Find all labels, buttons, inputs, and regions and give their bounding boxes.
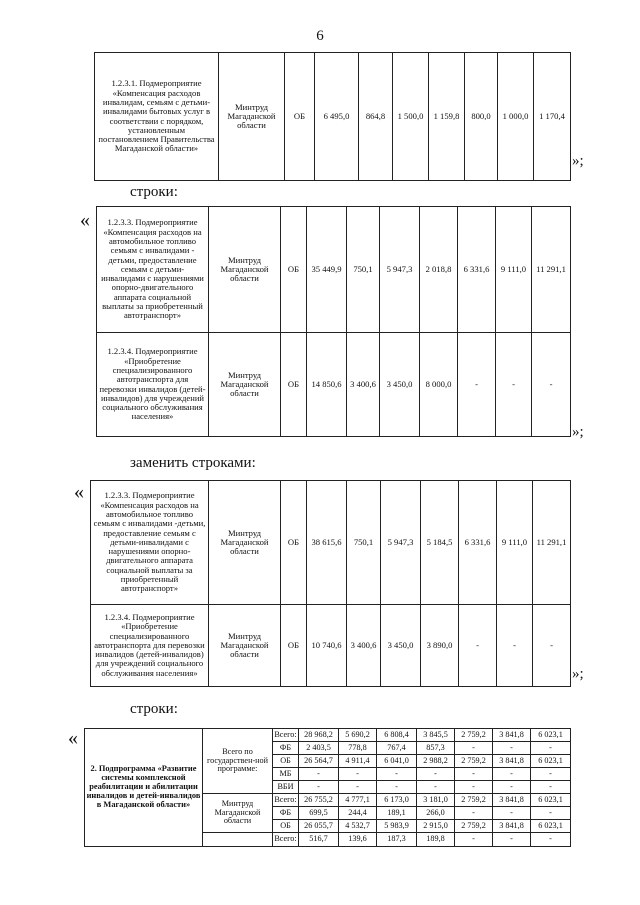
value-cell: - <box>455 833 493 847</box>
value-cell: 1 159,8 <box>429 53 465 181</box>
row-source: ОБ <box>281 605 307 687</box>
value-cell: - <box>493 768 531 781</box>
section-heading-old: строки: <box>130 184 178 200</box>
value-cell: - <box>531 742 571 755</box>
value-cell: 1 500,0 <box>393 53 429 181</box>
value-cell: 6 023,1 <box>531 820 571 833</box>
row-source: ОБ <box>281 481 307 605</box>
value-cell: 6 041,0 <box>377 755 417 768</box>
row-name: 1.2.3.3. Подмероприятие «Компенсация расходов на автомобильное топливо семьям с инвалидами -детьми, предоставление семьям с детьми-инвалидами с нарушениями опорно-двигательного аппарата социальной выплаты за приобретенный автотранспорт» <box>91 481 209 605</box>
value-cell: 3 841,8 <box>493 820 531 833</box>
end-quote: »; <box>572 666 584 682</box>
row-org: Минтруд Магаданской области <box>209 207 281 333</box>
value-cell: 800,0 <box>465 53 498 181</box>
value-cell: - <box>339 781 377 794</box>
value-cell: 5 983,9 <box>377 820 417 833</box>
value-cell: - <box>455 807 493 820</box>
row-name: 1.2.3.3. Подмероприятие «Компенсация расходов на автомобильное топливо семьям с инвалидами - детьми, предоставление семьям с детьми-инвалидами с нарушениями опорно-двигательного аппарата социальной выплаты за приобретенный автотранспорт» <box>97 207 209 333</box>
page-number: 6 <box>316 28 324 44</box>
open-quote: « <box>80 209 90 231</box>
value-cell: - <box>417 768 455 781</box>
value-cell: 3 400,6 <box>347 605 381 687</box>
row-source: ФБ <box>273 807 299 820</box>
value-cell: 9 111,0 <box>496 207 532 333</box>
value-cell: 516,7 <box>299 833 339 847</box>
value-cell: 750,1 <box>347 207 380 333</box>
value-cell: 11 291,1 <box>533 481 571 605</box>
table-new <box>90 480 571 687</box>
value-cell: 2 759,2 <box>455 729 493 742</box>
row-source: МБ <box>273 768 299 781</box>
value-cell: 26 755,2 <box>299 794 339 807</box>
value-cell: - <box>493 833 531 847</box>
end-quote: »; <box>572 153 584 169</box>
value-cell: 26 564,7 <box>299 755 339 768</box>
value-cell: 6 173,0 <box>377 794 417 807</box>
row-source: Всего: <box>273 833 299 847</box>
section-heading-replace: заменить строками: <box>130 455 256 471</box>
row-source: ФБ <box>273 742 299 755</box>
table-row <box>91 481 571 605</box>
row-source: ОБ <box>285 53 315 181</box>
value-cell: - <box>455 742 493 755</box>
value-cell: 2 018,8 <box>420 207 458 333</box>
row-source: ОБ <box>281 207 307 333</box>
value-cell: 14 850,6 <box>307 333 347 437</box>
value-cell: 139,6 <box>339 833 377 847</box>
value-cell: 5 947,3 <box>381 481 421 605</box>
blank-cell <box>203 833 273 847</box>
value-cell: 6 023,1 <box>531 794 571 807</box>
value-cell: 2 915,0 <box>417 820 455 833</box>
value-cell: 864,8 <box>359 53 393 181</box>
value-cell: - <box>531 781 571 794</box>
value-cell: - <box>531 807 571 820</box>
value-cell: 5 947,3 <box>380 207 420 333</box>
value-cell: 3 400,6 <box>347 333 380 437</box>
value-cell: 3 181,0 <box>417 794 455 807</box>
value-cell: 3 841,8 <box>493 794 531 807</box>
value-cell: 5 690,2 <box>339 729 377 742</box>
row-source: Всего: <box>273 729 299 742</box>
value-cell: - <box>531 833 571 847</box>
value-cell: 2 759,2 <box>455 755 493 768</box>
value-cell: 189,1 <box>377 807 417 820</box>
value-cell: 3 841,8 <box>493 755 531 768</box>
value-cell: - <box>299 768 339 781</box>
value-cell: 699,5 <box>299 807 339 820</box>
value-cell: - <box>377 768 417 781</box>
value-cell: - <box>299 781 339 794</box>
value-cell: 767,4 <box>377 742 417 755</box>
value-cell: - <box>339 768 377 781</box>
value-cell: 1 000,0 <box>498 53 534 181</box>
row-org: Минтруд Магаданской области <box>209 333 281 437</box>
value-cell: 4 911,4 <box>339 755 377 768</box>
value-cell: 9 111,0 <box>497 481 533 605</box>
value-cell: 6 331,6 <box>459 481 497 605</box>
table-top <box>94 52 571 181</box>
value-cell: 778,8 <box>339 742 377 755</box>
table-row <box>97 207 571 333</box>
value-cell: 38 615,6 <box>307 481 347 605</box>
value-cell: - <box>458 333 496 437</box>
value-cell: - <box>497 605 533 687</box>
value-cell: - <box>455 768 493 781</box>
row-org: Минтруд Магаданской области <box>219 53 285 181</box>
open-quote: « <box>74 481 84 503</box>
value-cell: 2 403,5 <box>299 742 339 755</box>
row-source: ОБ <box>273 755 299 768</box>
row-source: ОБ <box>281 333 307 437</box>
row-source: ОБ <box>273 820 299 833</box>
value-cell: 244,4 <box>339 807 377 820</box>
end-quote: »; <box>572 424 584 440</box>
value-cell: 5 184,5 <box>421 481 459 605</box>
value-cell: 6 023,1 <box>531 729 571 742</box>
value-cell: - <box>533 605 571 687</box>
program-name: 2. Подпрограмма «Развитие системы комплексной реабилитации и абилитации инвалидов и детей-инвалидов в Магаданской области» <box>85 729 203 847</box>
row-org: Минтруд Магаданской области <box>209 605 281 687</box>
value-cell: 266,0 <box>417 807 455 820</box>
value-cell: - <box>493 781 531 794</box>
row-name: 1.2.3.4. Подмероприятие «Приобретение специализированного автотранспорта для перевозки инвалидов (детей-инвалидов) для учреждений социального обслуживания населения» <box>97 333 209 437</box>
value-cell: 35 449,9 <box>307 207 347 333</box>
table-old <box>96 206 571 437</box>
value-cell: 26 055,7 <box>299 820 339 833</box>
value-cell: - <box>531 768 571 781</box>
row-source: Всего: <box>273 794 299 807</box>
value-cell: - <box>496 333 532 437</box>
row-org: Минтруд Магаданской области <box>209 481 281 605</box>
value-cell: 6 023,1 <box>531 755 571 768</box>
table-row <box>85 729 571 742</box>
value-cell: 189,8 <box>417 833 455 847</box>
value-cell: 10 740,6 <box>307 605 347 687</box>
value-cell: - <box>455 781 493 794</box>
value-cell: - <box>532 333 571 437</box>
value-cell: 750,1 <box>347 481 381 605</box>
value-cell: 28 968,2 <box>299 729 339 742</box>
value-cell: - <box>493 807 531 820</box>
value-cell: 8 000,0 <box>420 333 458 437</box>
value-cell: - <box>459 605 497 687</box>
value-cell: 11 291,1 <box>532 207 571 333</box>
value-cell: 4 777,1 <box>339 794 377 807</box>
row-source: ВБИ <box>273 781 299 794</box>
value-cell: 4 532,7 <box>339 820 377 833</box>
table-row <box>91 605 571 687</box>
value-cell: 187,3 <box>377 833 417 847</box>
value-cell: 6 808,4 <box>377 729 417 742</box>
value-cell: - <box>417 781 455 794</box>
value-cell: 857,3 <box>417 742 455 755</box>
value-cell: 2 759,2 <box>455 820 493 833</box>
value-cell: 2 988,2 <box>417 755 455 768</box>
table-row <box>97 333 571 437</box>
value-cell: 3 845,5 <box>417 729 455 742</box>
value-cell: 3 450,0 <box>380 333 420 437</box>
table-program <box>84 728 571 847</box>
section-heading-program: строки: <box>130 701 178 717</box>
value-cell: - <box>493 742 531 755</box>
value-cell: 3 450,0 <box>381 605 421 687</box>
open-quote: « <box>68 727 78 749</box>
value-cell: - <box>377 781 417 794</box>
group-label: Минтруд Магаданской области <box>203 794 273 833</box>
value-cell: 1 170,4 <box>534 53 571 181</box>
value-cell: 3 841,8 <box>493 729 531 742</box>
group-label: Всего по государствен-ной программе: <box>203 729 273 794</box>
row-name: 1.2.3.4. Подмероприятие «Приобретение специализированного автотранспорта для перевозки инвалидов (детей-инвалидов) для учреждений социального обслуживания населения» <box>91 605 209 687</box>
value-cell: 3 890,0 <box>421 605 459 687</box>
table-row <box>95 53 571 181</box>
value-cell: 6 495,0 <box>315 53 359 181</box>
value-cell: 6 331,6 <box>458 207 496 333</box>
value-cell: 2 759,2 <box>455 794 493 807</box>
row-name: 1.2.3.1. Подмероприятие «Компенсация расходов инвалидам, семьям с детьми-инвалидами бытовых услуг в соответствии с порядком, установленным постановлением Правительства Магаданской области» <box>95 53 219 181</box>
